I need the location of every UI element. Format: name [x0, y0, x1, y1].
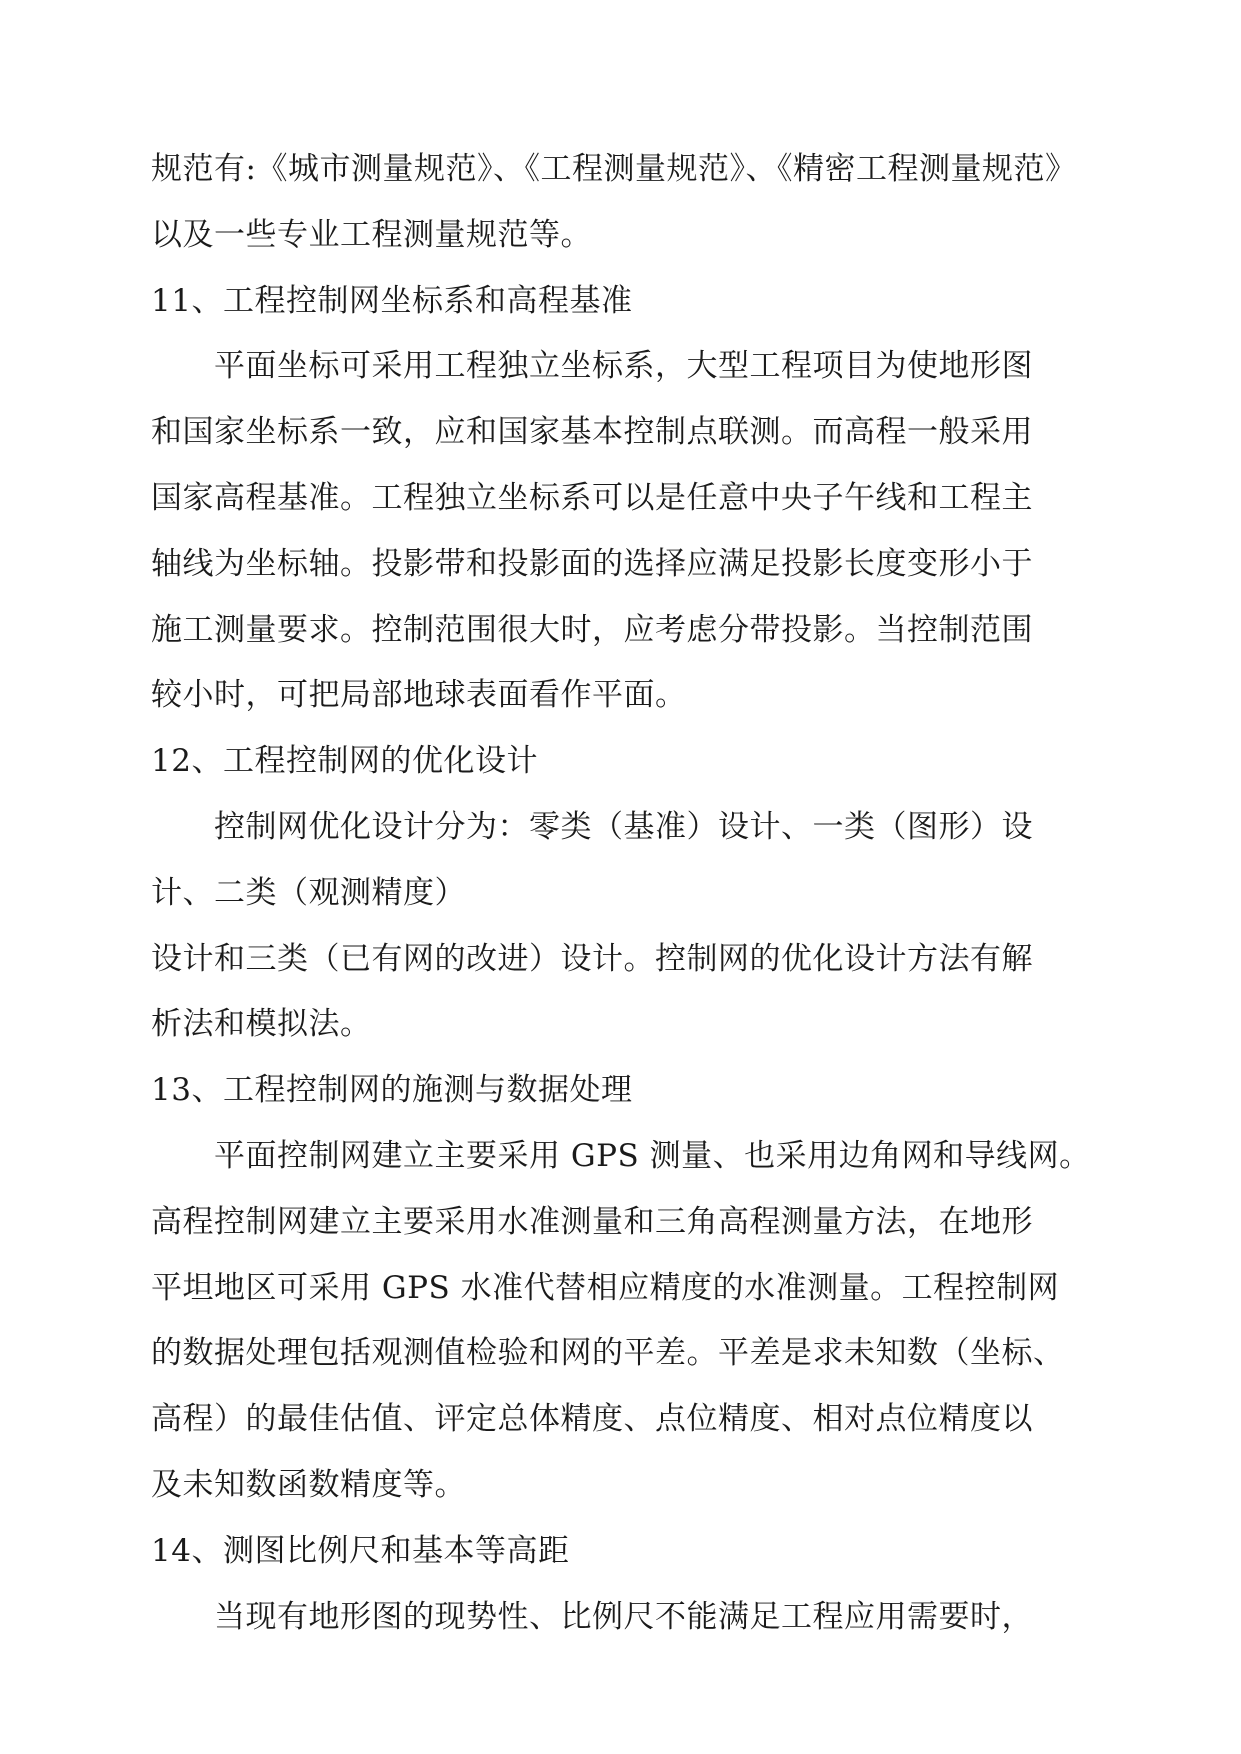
body-line: 轴线为坐标轴。投影带和投影面的选择应满足投影长度变形小于 — [151, 545, 1033, 582]
body-line: 析法和模拟法。 — [151, 1006, 372, 1043]
section-heading-12: 12、工程控制网的优化设计 — [151, 743, 538, 780]
body-line: 及未知数函数精度等。 — [151, 1466, 466, 1503]
paragraph-first-line: 平面控制网建立主要采用 GPS 测量、也采用边角网和导线网。 — [214, 1137, 1091, 1174]
body-line: 国家高程基准。工程独立坐标系可以是任意中央子午线和工程主 — [151, 479, 1033, 516]
document-page — [151, 137, 1091, 1650]
body-line: 平坦地区可采用 GPS 水准代替相应精度的水准测量。工程控制网 — [151, 1269, 1060, 1306]
section-heading-11: 11、工程控制网坐标系和高程基准 — [151, 282, 633, 319]
body-line: 规范有:《城市测量规范》、《工程测量规范》、《精密工程测量规范》 — [151, 151, 1077, 187]
body-line: 以及一些专业工程测量规范等。 — [151, 216, 592, 253]
body-line: 高程控制网建立主要采用水准测量和三角高程测量方法，在地形 — [151, 1203, 1033, 1240]
body-line: 施工测量要求。控制范围很大时，应考虑分带投影。当控制范围 — [151, 611, 1033, 648]
section-heading-14: 14、测图比例尺和基本等高距 — [151, 1532, 570, 1569]
paragraph-first-line: 当现有地形图的现势性、比例尺不能满足工程应用需要时， — [214, 1598, 1033, 1635]
body-line: 高程）的最佳估值、评定总体精度、点位精度、相对点位精度以 — [151, 1401, 1033, 1438]
body-line: 计、二类（观测精度） — [151, 874, 466, 911]
body-line: 和国家坐标系一致，应和国家基本控制点联测。而高程一般采用 — [151, 414, 1033, 451]
paragraph-first-line: 平面坐标可采用工程独立坐标系，大型工程项目为使地形图 — [214, 348, 1033, 385]
section-heading-13: 13、工程控制网的施测与数据处理 — [151, 1072, 633, 1109]
body-line: 的数据处理包括观测值检验和网的平差。平差是求未知数（坐标、 — [151, 1335, 1065, 1372]
body-line: 设计和三类（已有网的改进）设计。控制网的优化设计方法有解 — [151, 940, 1033, 977]
body-line: 较小时，可把局部地球表面看作平面。 — [151, 677, 687, 714]
paragraph-first-line: 控制网优化设计分为：零类（基准）设计、一类（图形）设 — [214, 808, 1033, 845]
